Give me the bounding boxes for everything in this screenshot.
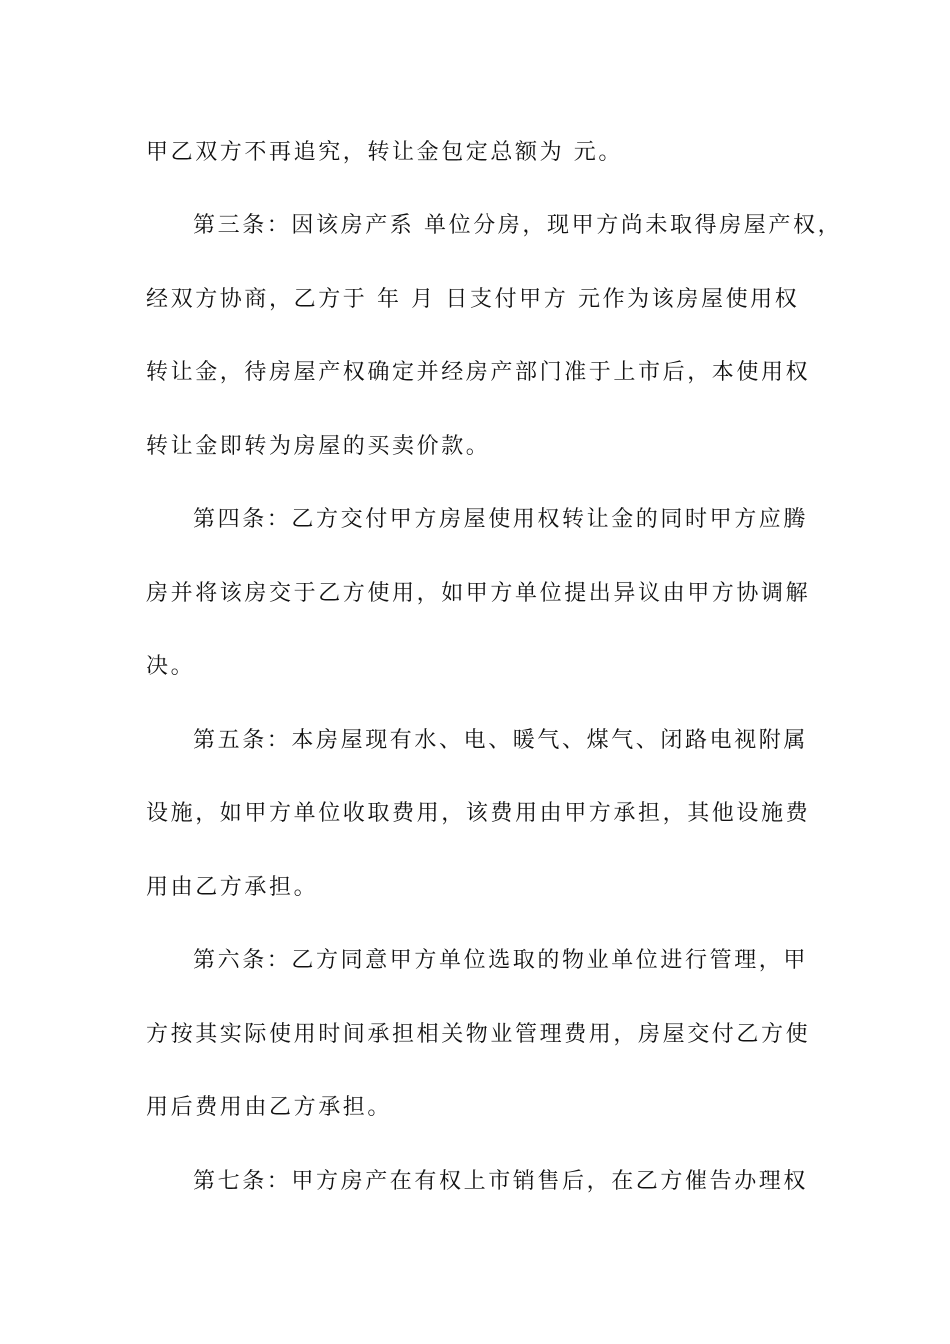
text-line: 经双方协商，乙方于 年 月 日支付甲方 元作为该房屋使用权: [146, 287, 800, 312]
text-line: 转让金即转为房屋的买卖价款。: [146, 434, 491, 459]
text-line: 转让金，待房屋产权确定并经房产部门准于上市后，本使用权: [146, 360, 811, 385]
text-line: 甲乙双方不再追究，转让金包定总额为 元。: [146, 140, 623, 165]
clause-7-start: 第七条：甲方房产在有权上市销售后，在乙方催告办理权: [193, 1169, 809, 1194]
clause-3-start: 第三条：因该房产系 单位分房，现甲方尚未取得房屋产权，: [193, 213, 843, 238]
text-line: 决。: [146, 654, 196, 679]
clause-4-start: 第四条：乙方交付甲方房屋使用权转让金的同时甲方应腾: [193, 507, 809, 532]
text-line: 用后费用由乙方承担。: [146, 1095, 393, 1120]
clause-5-start: 第五条：本房屋现有水、电、暖气、煤气、闭路电视附属: [193, 728, 809, 753]
text-line: 用由乙方承担。: [146, 875, 319, 900]
text-line: 方按其实际使用时间承担相关物业管理费用，房屋交付乙方使: [146, 1022, 811, 1047]
text-line: 设施，如甲方单位收取费用，该费用由甲方承担，其他设施费: [146, 801, 811, 826]
text-line: 房并将该房交于乙方使用，如甲方单位提出异议由甲方协调解: [146, 581, 811, 606]
clause-6-start: 第六条：乙方同意甲方单位选取的物业单位进行管理，甲: [193, 948, 809, 973]
